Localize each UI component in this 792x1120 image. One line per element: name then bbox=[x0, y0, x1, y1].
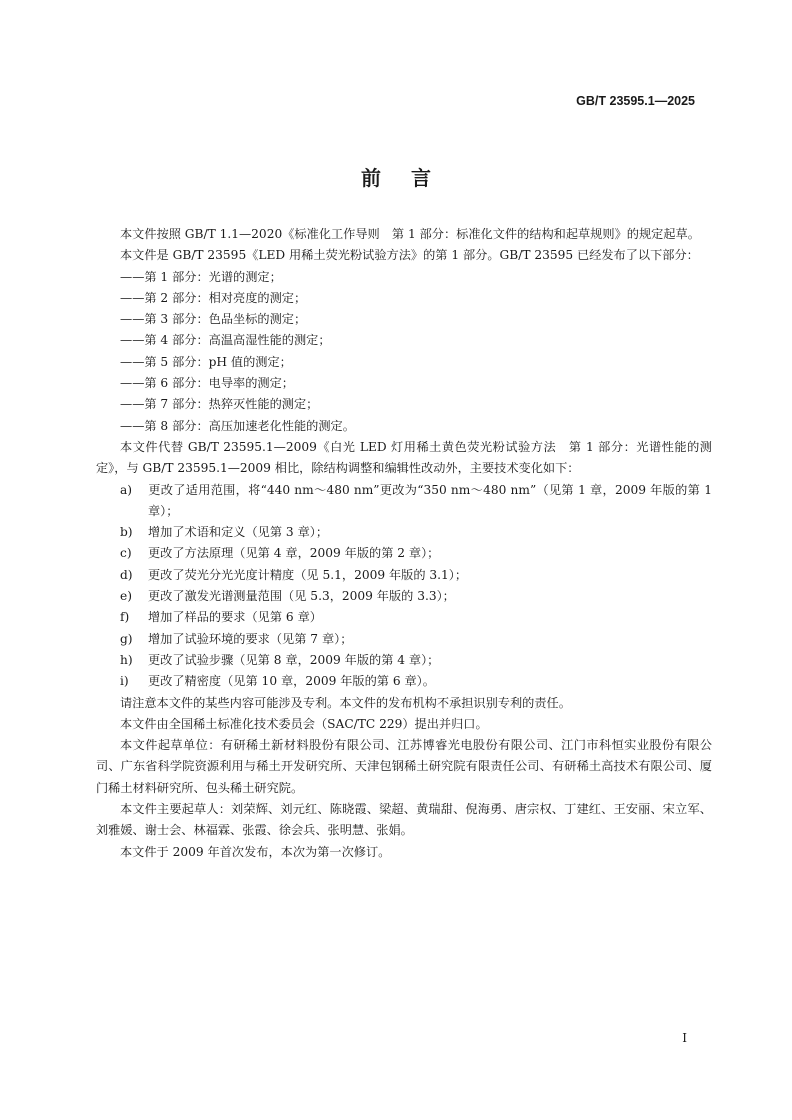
change-item bbox=[96, 629, 712, 650]
change-item bbox=[96, 565, 712, 586]
list-item: ——第 3 部分：色品坐标的测定； bbox=[120, 312, 307, 327]
list-item: ——第 5 部分：pH 值的测定； bbox=[120, 354, 292, 369]
paragraph-drafters: 本文件主要起草人：刘荣辉、刘元红、陈晓霞、梁超、黄瑞甜、倪海勇、唐宗权、丁建红、王安丽、宋立军、刘雅媛、谢士会、林福霖、张霞、徐会兵、张明慧、张娟。 bbox=[96, 802, 712, 838]
paragraph-history: 本文件于 2009 年首次发布，本次为第一次修订。 bbox=[120, 844, 391, 859]
change-item bbox=[96, 607, 712, 628]
page-number: I bbox=[682, 1031, 687, 1045]
change-label: a) bbox=[120, 482, 133, 497]
list-item: ——第 4 部分：高温高湿性能的测定； bbox=[120, 333, 331, 348]
foreword-body bbox=[96, 224, 712, 863]
change-text: 更改了荧光分光光度计精度（见 5.1，2009 年版的 3.1）； bbox=[148, 567, 468, 582]
change-item bbox=[96, 586, 712, 607]
change-item bbox=[96, 671, 712, 692]
change-text: 更改了激发光谱测量范围（见 5.3，2009 年版的 3.3）； bbox=[148, 589, 455, 604]
change-label: c) bbox=[120, 546, 132, 561]
change-label: e) bbox=[120, 589, 132, 604]
change-item bbox=[96, 650, 712, 671]
page-title: 前言 bbox=[361, 166, 461, 190]
paragraph-patent-notice: 请注意本文件的某些内容可能涉及专利。本文件的发布机构不承担识别专利的责任。 bbox=[120, 695, 571, 710]
parts-list bbox=[96, 267, 712, 437]
change-text: 更改了方法原理（见第 4 章，2009 年版的第 2 章）； bbox=[148, 546, 440, 561]
change-label: i) bbox=[120, 674, 129, 689]
change-text: 增加了术语和定义（见第 3 章）； bbox=[148, 525, 329, 540]
change-label: f) bbox=[120, 610, 130, 625]
changes-list bbox=[96, 480, 712, 693]
paragraph-proposer: 本文件由全国稀土标准化技术委员会（SAC/TC 229）提出并归口。 bbox=[120, 716, 488, 731]
change-text: 更改了适用范围，将“440 nm～480 nm”更改为“350 nm～480 nm”（见第 1 章，2009 年版的第 1 章）； bbox=[148, 482, 712, 518]
change-text: 更改了试验步骤（见第 8 章，2009 年版的第 4 章）； bbox=[148, 652, 440, 667]
change-text: 更改了精密度（见第 10 章，2009 年版的第 6 章）。 bbox=[148, 674, 435, 689]
paragraph-series-parts: 本文件是 GB/T 23595《LED 用稀土荧光粉试验方法》的第 1 部分。GB/T 23595 已经发布了以下部分： bbox=[120, 248, 699, 263]
change-item bbox=[96, 522, 712, 543]
change-label: h) bbox=[120, 652, 133, 667]
change-text: 增加了试验环境的要求（见第 7 章）； bbox=[148, 631, 353, 646]
change-text: 增加了样品的要求（见第 6 章） bbox=[148, 610, 322, 625]
change-label: b) bbox=[120, 525, 133, 540]
standard-number: GB/T 23595.1—2025 bbox=[576, 94, 695, 108]
list-item: ——第 6 部分：电导率的测定； bbox=[120, 376, 294, 391]
change-item bbox=[96, 543, 712, 564]
paragraph-replacement: 本文件代替 GB/T 23595.1—2009《白光 LED 灯用稀土黄色荧光粉试验方法 第 1 部分：光谱性能的测定》，与 GB/T 23595.1—2009 相比，除结构调整和编辑性改动外，主要技术变化如下： bbox=[96, 439, 712, 476]
change-label: g) bbox=[120, 631, 133, 646]
change-item bbox=[96, 480, 712, 523]
list-item: ——第 1 部分：光谱的测定； bbox=[120, 269, 282, 284]
list-item: ——第 2 部分：相对亮度的测定； bbox=[120, 290, 307, 305]
change-label: d) bbox=[120, 567, 133, 582]
list-item: ——第 7 部分：热猝灭性能的测定； bbox=[120, 397, 319, 412]
paragraph-drafting-units: 本文件起草单位：有研稀土新材料股份有限公司、江苏博睿光电股份有限公司、江门市科恒实业股份有限公司、广东省科学院资源利用与稀土开发研究所、天津包钢稀土研究院有限责任公司、有研稀土高技术有限公司、厦门稀土材料研究所、包头稀土研究院。 bbox=[96, 738, 712, 795]
list-item: ——第 8 部分：高压加速老化性能的测定。 bbox=[120, 418, 355, 433]
paragraph-drafting-rules: 本文件按照 GB/T 1.1—2020《标准化工作导则 第 1 部分：标准化文件的结构和起草规则》的规定起草。 bbox=[120, 227, 700, 241]
